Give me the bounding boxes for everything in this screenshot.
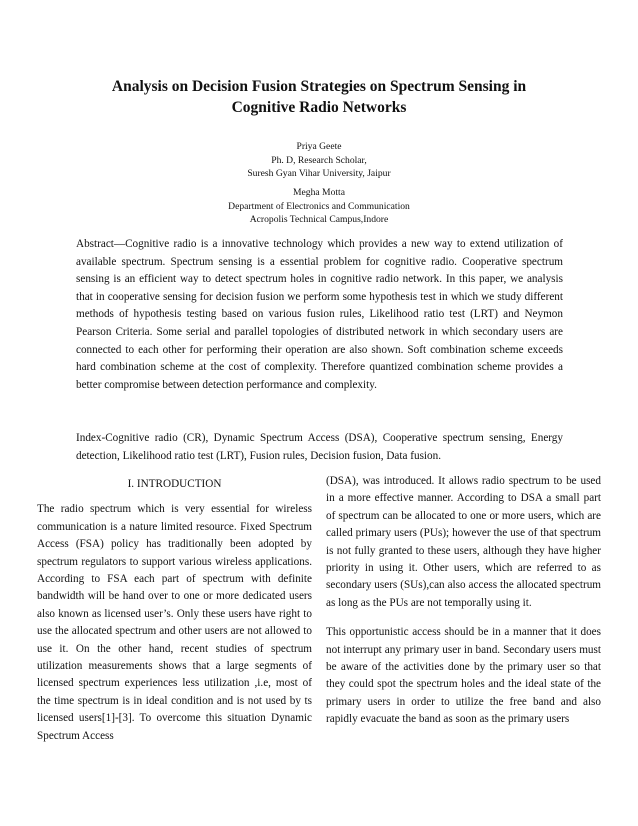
abstract: Abstract—Cognitive radio is a innovative technology which provides a new way to extend utilization of available spectrum. Spectrum sensing is a essential problem for cognitive radio. Cooperative spectrum sensing is an efficient way to detect spectrum holes in cognitive radio network. In this paper, we analysis that in cooperative sensing for decision fusion we perform some hypothesis test in which we study different methods of hypothesis testing based on various fusion rules, Likelihood ratio test (LRT) and Neymon Pearson Criteria. Some serial and parallel topologies of distributed network in which secondary users are connected to each other for performing their operation are also shown. Soft combination scheme exceeds hard combination scheme at the cost of complexity. Therefore quantized combination scheme provides a better compromise between detection performance and complexity. <box>76 238 563 391</box>
title-line-2: Cognitive Radio Networks <box>231 99 407 116</box>
author-affiliation: Acropolis Technical Campus,Indore <box>249 214 389 225</box>
opportunistic-access-paragraph: This opportunistic access should be in a manner that it does not interrupt any primary user in band. Secondary users must be aware of the activities done by the primary user so that they could spot the spectrum holes and the ideal state of the primary users in order to utilize the free band and also rapidly evacuate the band as soon as the primary users <box>326 626 601 726</box>
right-column <box>326 473 601 729</box>
paper-title <box>60 76 578 118</box>
intro-paragraph: The radio spectrum which is very essential for wireless communication is a nature limited resource. Fixed Spectrum Access (FSA) policy has traditionally been adopted by spectrum regulators to support various wireless applications. According to FSA each part of spectrum with definite bandwidth will be hand over to one or more dedicated users also known as licensed user’s. Only these users have right to use the allocated spectrum and other users are not allowed to use it. On the other hand, recent studies of spectrum utilization measurements shows that a large segments of licensed spectrum experiences less utilization ,i.e, most of the time spectrum is in ideal condition and is not used by ts licensed users[1]-[3]. To overcome this situation Dynamic Spectrum Access <box>37 503 312 742</box>
title-line-1: Analysis on Decision Fusion Strategies on Spectrum Sensing in <box>111 78 527 95</box>
left-column <box>37 476 312 745</box>
author-name: Megha Motta <box>293 187 345 198</box>
author-role: Department of Electronics and Communication <box>228 200 410 212</box>
author-name: Priya Geete <box>296 141 342 152</box>
author-role: Ph. D, Research Scholar, <box>271 154 367 166</box>
author-block-2 <box>120 186 518 227</box>
author-block-1 <box>120 140 518 181</box>
author-affiliation: Suresh Gyan Vihar University, Jaipur <box>247 168 391 179</box>
section-heading: I. INTRODUCTION <box>127 478 222 490</box>
dsa-paragraph: (DSA), was introduced. It allows radio spectrum to be used in a more effective manner. According to DSA a small part of spectrum can be allocated to one or more users, which are called primary users (PUs); however the use of that spectrum is not fully granted to these users, although they have higher priority in using it. Other users, which are referred to as secondary users (SUs),can also access the allocated spectrum as long as the PUs are not temporally using it. <box>326 475 601 609</box>
index-terms: Index-Cognitive radio (CR), Dynamic Spectrum Access (DSA), Cooperative spectrum sensing, Energy detection, Likelihood ratio test (LRT), Fusion rules, Decision fusion, Data fusion. <box>76 432 563 462</box>
